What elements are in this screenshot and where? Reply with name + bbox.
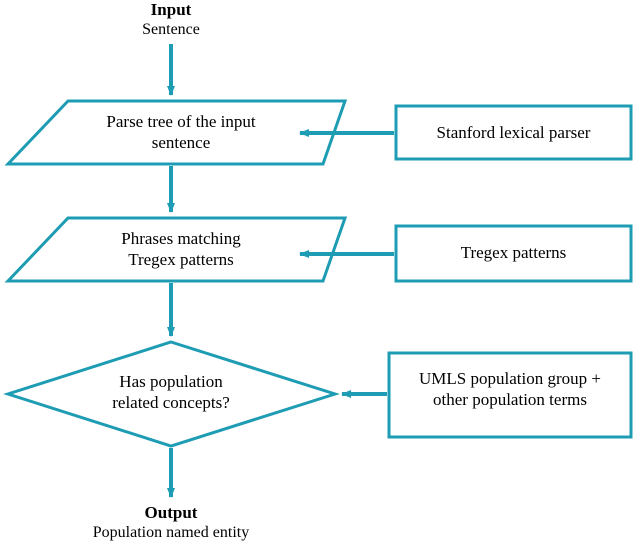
output-title: Output <box>144 503 198 522</box>
resource-stanford-parser-shape <box>396 106 631 159</box>
node-parse-tree-line1: Parse tree of the input <box>106 112 256 131</box>
node-phrases-matching-line1: Phrases matching <box>121 229 241 248</box>
node-has-population-line1: Has population <box>119 372 223 391</box>
input-label <box>91 0 251 40</box>
node-has-population-line2: related concepts? <box>112 393 230 413</box>
resource-stanford-parser-line1: Stanford lexical parser <box>436 123 591 142</box>
resource-umls-population-shape <box>389 353 631 437</box>
node-parse-tree-line2: sentence <box>151 133 211 153</box>
resource-tregex-patterns-line1: Tregex patterns <box>460 243 567 262</box>
output-label <box>41 503 301 543</box>
input-subtitle: Sentence <box>142 21 200 39</box>
output-subtitle: Population named entity <box>92 524 250 542</box>
resource-umls-population-line2: other population terms <box>433 390 587 410</box>
resource-tregex-patterns-shape <box>396 226 631 281</box>
node-has-population-shape <box>8 342 335 446</box>
input-title: Input <box>150 0 192 19</box>
node-phrases-matching-shape <box>8 218 345 281</box>
node-parse-tree-shape <box>8 101 345 164</box>
node-phrases-matching-line2: Tregex patterns <box>128 250 234 270</box>
resource-umls-population-line1: UMLS population group + <box>419 369 601 388</box>
